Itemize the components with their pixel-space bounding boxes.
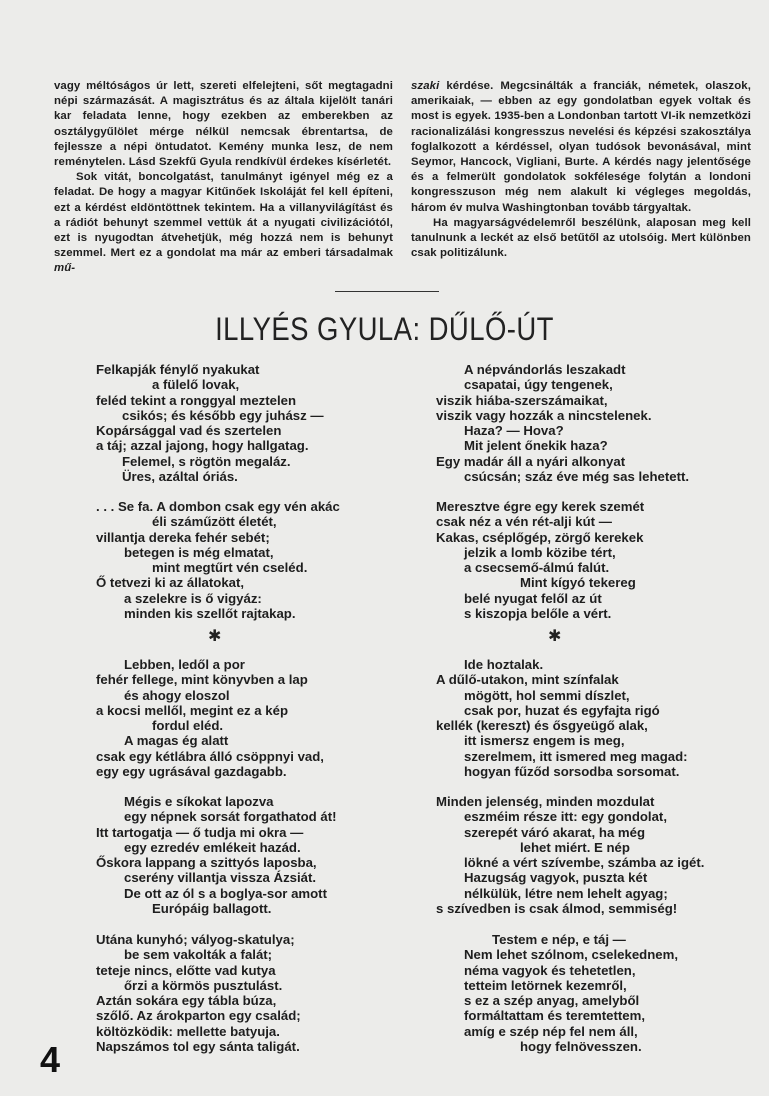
poem-title: ILLYÉS GYULA: DŰLŐ-ÚT (215, 311, 554, 347)
poem-line: a fülelő lovak, (152, 377, 240, 393)
star-ornament-left: ✱ (208, 628, 222, 645)
stanza (96, 362, 324, 484)
poem-line: teteje nincs, előtte vad kutya (96, 962, 276, 978)
poem-line: kellék (kereszt) és ősgyeügő alak, (436, 718, 648, 734)
poem-line: Felkapják fénylő nyakukat (96, 362, 260, 377)
poem-line: . . . Se fa. A dombon csak egy vén akác (96, 499, 340, 514)
poem-line: szerepét váró akarat, ha még (464, 824, 646, 840)
poem-line: A dűlő-utakon, mint színfalak (436, 672, 619, 688)
poem-line: cserény villantja vissza Ázsiát. (124, 870, 317, 886)
italic-text: mű- (54, 262, 76, 275)
poem-line: Itt tartogatja — ő tudja mi okra — (96, 824, 304, 840)
stanza (436, 932, 678, 1054)
paragraph (411, 79, 751, 216)
poem-line: csikós; és később egy juhász — (122, 407, 324, 423)
stanza (436, 499, 644, 621)
star-ornament-right: ✱ (548, 628, 562, 645)
poem-line: De ott az ól s a boglya-sor amott (124, 885, 327, 901)
page-number: 4 (40, 1039, 61, 1080)
poem-line: csúcsán; száz éve még sas lehetett. (464, 469, 690, 485)
poem-line: csak por, huzat és egyfajta rigó (464, 702, 660, 718)
prose-column-right (411, 79, 751, 261)
poem-line: Mit jelent őnekik haza? (464, 438, 608, 454)
poem-line: Mint kígyó tekereg (520, 575, 636, 591)
poem-line: lökné a vért szívembe, számba az igét. (464, 855, 705, 871)
poem-line: Üres, azáltal óriás. (122, 469, 238, 485)
poem-line: minden kis szellőt rajtakap. (124, 606, 296, 622)
stanza (436, 362, 689, 484)
poem-line: fehér fellege, mint könyvben a lap (96, 672, 308, 688)
poem-line: A magas ég alatt (124, 733, 229, 749)
poem-line: Nem lehet szólnom, cselekednem, (464, 947, 679, 963)
italic-text: szaki (411, 80, 440, 92)
poem-line: hogyan fűződ sorsodba sorsomat. (464, 764, 680, 780)
text-run: vagy méltóságos úr lett, szereti elfelejteni, sőt megtagadni népi származását. A magisztrátus és az általa kijelölt tanári kar feladata lenne, hogy ezekben az emberekben az osztálygyűlölet mérge nélkül nemcsak ébrentartsa, de fejlessze a népi öntudatot. Kemény munka lesz, de nem reménytelen. Lásd Szekfű Gyula rendkívül érdekes kísérletét. (54, 80, 393, 169)
poem-line: Testem e nép, e táj — (492, 932, 626, 947)
poem-line: Egy madár áll a nyári alkonyat (436, 453, 626, 469)
stanza (96, 499, 340, 621)
poem-line: a csecsemő-álmú falút. (464, 560, 610, 576)
poem-line: s szívedben is csak álmod, semmiség! (436, 901, 678, 917)
poem-line: Őskora lappang a szittyós laposba, (96, 855, 317, 871)
poem-line: eszméim része itt: egy gondolat, (464, 809, 667, 825)
poem-line: amíg e szép nép fel nem áll, (464, 1023, 638, 1039)
stanza (436, 794, 704, 916)
poem-line: itt ismersz engem is meg, (464, 733, 625, 749)
poem-line: szerelmem, itt ismered meg magad: (464, 748, 688, 764)
poem-line: Felemel, s rögtön megaláz. (122, 453, 291, 469)
stanza (96, 932, 301, 1054)
poem-line: a táj; azzal jajong, hogy hallgatag. (96, 438, 309, 454)
poem-line: a kocsi mellől, megint ez a kép (96, 702, 289, 718)
poem-line: néma vagyok és tehetetlen, (464, 962, 636, 978)
poem-line: a szelekre is ő vigyáz: (124, 590, 262, 606)
poem-line: tetteim letörnek kezemről, (464, 977, 627, 993)
poem-line: fordul eléd. (152, 718, 224, 734)
poem-line: egy népnek sorsát forgathatod át! (124, 809, 337, 825)
text-run: kérdése. Megcsinálták a franciák, németek, olaszok, amerikaiak, — ebben az egy gondolatban egyek voltak és most is egyek. 1935-ben a Londonban tartott VI-ik nemzetközi racionalizálási kongresszus nevelési és képzési szakosztálya foglalkozott a kérdéssel, olyan tudósok bevonásával, mint Seymor, Hancock, Vigliani, Burte. A kérdés nagy jelentősége és a felmerült gondolatok sokfélesége folytán a londoni kongresszuson még nem alakult ki végleges megoldás, három év mulva Washingtonban tovább tárgyaltak. (411, 80, 751, 214)
paragraph (54, 170, 393, 276)
poem-line: Meresztve égre egy kerek szemét (436, 499, 645, 514)
stanza (436, 657, 688, 779)
poem-line: villantja dereka fehér sebét; (96, 529, 270, 545)
poem-line: csak egy kétlábra álló csöppnyi vad, (96, 748, 324, 764)
poem-line: éli száműzött életét, (152, 514, 277, 530)
poem-line: Ide hoztalak. (464, 657, 544, 672)
poem-line: őrzi a körmös pusztulást. (124, 977, 283, 993)
poem-line: A népvándorlás leszakadt (464, 362, 626, 377)
poem-line: s ez a szép anyag, amelyből (464, 993, 640, 1009)
stanza (96, 657, 324, 779)
poem-line: viszik vagy hozzák a nincstelenek. (436, 407, 652, 423)
poem-line: viszik hiába-szerszámaikat, (436, 392, 608, 408)
poem-line: egy ezredév emlékeit hazád. (124, 839, 301, 855)
poem-line: Hazugság vagyok, puszta két (464, 870, 648, 886)
poem-line: csapatai, úgy tengenek, (464, 377, 613, 393)
poem-line: belé nyugat felől az út (464, 590, 602, 606)
poem-line: hogy felnövesszen. (520, 1039, 642, 1055)
poem-line: s kiszopja belőle a vért. (464, 606, 612, 622)
paragraph (411, 216, 751, 262)
text-run: Sok vitát, boncolgatást, tanulmányt igényel még ez a feladat. De hogy a magyar Kitűnőek Iskoláját fel kell építeni, ezt a kérdést eldöntöttnek tekintem. Ha a villanyvilágítást és a rádiót behunyt szemmel vettük át a nyugati civilizációtól, ezt is nyugodtan átvehetjük, még hozzá nem is behunyt szemmel. Mert ez a gondolat ma már az emberi társadalmak (54, 171, 393, 260)
prose-column-left (54, 79, 393, 277)
poem-line: lehet miért. E nép (520, 839, 630, 855)
poem-line: Kopársággal vad és szertelen (96, 423, 282, 439)
poem-line: Haza? — Hova? (464, 423, 564, 439)
poem-line: Ő tetvezi ki az állatokat, (96, 575, 245, 591)
poem-line: szőlő. Az árokparton egy család; (96, 1008, 301, 1024)
poem-line: formáltattam és teremtettem, (464, 1008, 646, 1024)
poem-line: Utána kunyhó; vályog-skatulya; (96, 932, 295, 947)
poem-line: egy egy ugrásával gazdagabb. (96, 764, 287, 780)
poem-line: betegen is még elmatat, (124, 544, 274, 560)
poem-line: jelzik a lomb közibe tért, (464, 544, 616, 560)
poem-line: költözködik: mellette batyuja. (96, 1023, 280, 1039)
poem-line: Napszámos tol egy sánta taligát. (96, 1039, 300, 1055)
stanza (96, 794, 337, 916)
poem-line: be sem vakolták a falát; (124, 947, 273, 963)
poem-line: Kakas, cséplőgép, zörgő kerekek (436, 529, 644, 545)
poem-line: Lebben, ledől a por (124, 657, 245, 672)
poem-line: mögött, hol semmi díszlet, (464, 687, 630, 703)
poem-line: és ahogy eloszol (124, 687, 230, 703)
section-divider (335, 291, 439, 292)
poem-line: Európáig ballagott. (152, 901, 272, 917)
paragraph (54, 79, 393, 170)
poem-line: mint megtűrt vén cseléd. (152, 560, 308, 576)
poem-line: feléd tekint a ronggyal meztelen (96, 392, 297, 408)
poem-line: Mégis e síkokat lapozva (124, 794, 274, 809)
text-run: Ha magyarságvédelemről beszélünk, alaposan meg kell tanulnunk a leckét az első betűtől az utolsóig. Mert különben csak politizálunk. (411, 216, 751, 260)
poem-line: Aztán sokára egy tábla búza, (96, 993, 277, 1009)
poem-line: Minden jelenség, minden mozdulat (436, 794, 655, 809)
poem-line: csak néz a vén rét-alji kút — (436, 514, 612, 530)
poem-line: nélkülük, létre nem lehelt agyag; (464, 885, 668, 901)
